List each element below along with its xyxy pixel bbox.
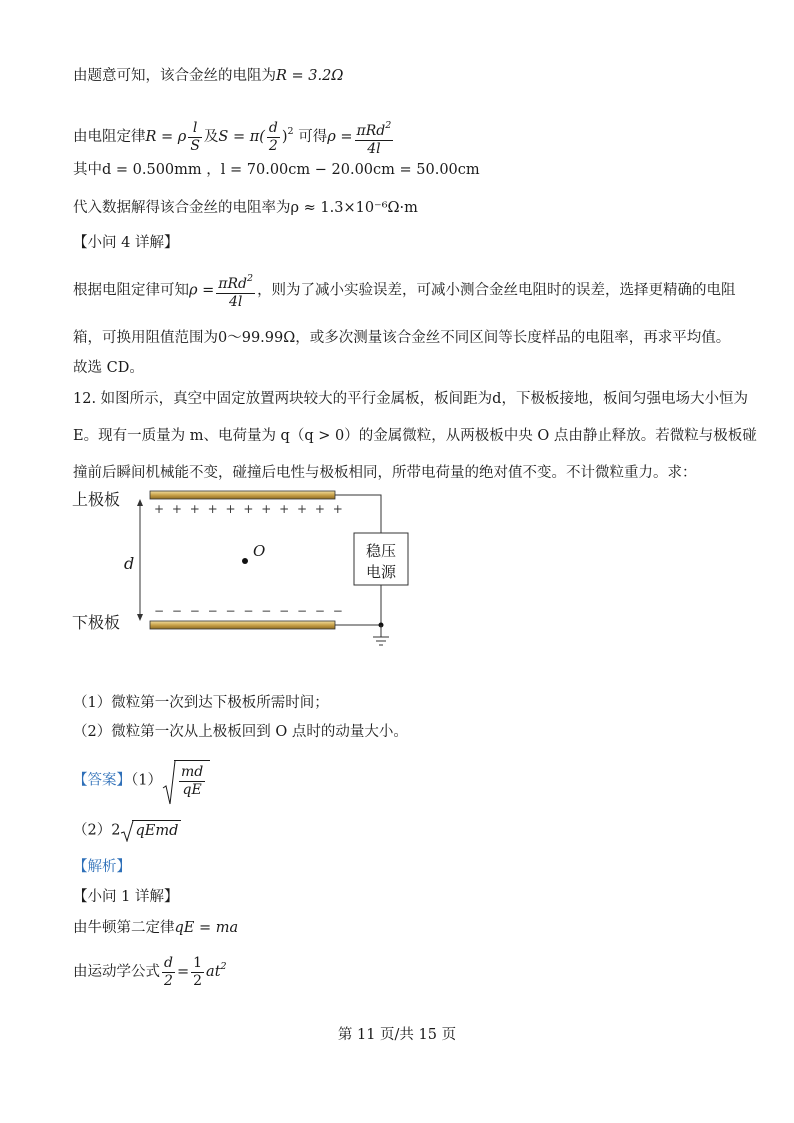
section-heading: 【小问 1 详解】 — [73, 889, 179, 905]
answer-tag: 【答案】 — [73, 772, 131, 789]
fraction: $\frac{l}{S}$ — [190, 119, 200, 154]
answer-line — [73, 760, 210, 801]
lower-plate — [150, 621, 335, 629]
fraction: $\frac{md}{qE}$ — [180, 763, 204, 798]
line-text: 由牛顿第二定律 — [73, 920, 175, 936]
point-o-label: O — [253, 542, 266, 560]
source-label-line1: 稳压 — [365, 543, 397, 560]
arrow-head-up — [137, 499, 143, 506]
text-line: 故选 CD。 — [73, 360, 144, 376]
distance-label: d — [124, 554, 135, 573]
square-root — [162, 760, 210, 801]
point-o — [242, 558, 248, 564]
fraction: $\frac{d}{2}$ — [268, 119, 278, 154]
text-line — [73, 160, 480, 180]
line-text: 由运动学公式 — [73, 964, 160, 980]
text-line — [73, 66, 343, 86]
capacitor-diagram — [68, 485, 428, 660]
line-text: 由题意可知，该合金丝的电阻为 — [73, 68, 276, 84]
question-2: （2）微粒第一次从上极板回到 O 点时的动量大小。 — [73, 724, 408, 740]
upper-plate — [150, 491, 335, 499]
fraction: $\frac{\pi Rd^2}{4l}$ — [216, 270, 255, 311]
problem-line: 撞前后瞬间机械能不变，碰撞后电性与极板相同，所带电荷量的绝对值不变。不计微粒重力。求： — [73, 465, 697, 481]
ground-icon — [373, 637, 389, 645]
formula-line — [73, 270, 736, 311]
text-line: 箱，可换用阻值范围为0～99.99Ω，或多次测量该合金丝不同区间等长度样品的电阻率，再求平均值。 — [73, 330, 731, 346]
answer-part-1-prefix: （1） — [131, 772, 162, 789]
answer-part-2-prefix: （2）2 — [73, 822, 121, 839]
math-expression: $at^2$ — [206, 961, 227, 980]
text-line — [73, 918, 238, 938]
positive-charges: + + + + + + + + + + + — [154, 502, 345, 516]
line-text: 其中 — [73, 162, 102, 178]
negative-charges: − − − − − − − − − − − — [154, 604, 345, 618]
math-expression: R = 3.2Ω — [276, 68, 344, 84]
page-number: 第 11 页/共 15 页 — [337, 1027, 457, 1043]
math-expression: ρ = — [327, 129, 353, 145]
fraction: $\frac{\pi Rd^2}{4l}$ — [355, 117, 394, 158]
fraction: $\frac{1}{2}$ — [193, 954, 203, 989]
line-text: 代入数据解得该合金丝的电阻率为 — [73, 200, 291, 216]
line-text: ，则为了减小实验误差，可减小测合金丝电阻时的误差，选择更精确的电阻 — [257, 282, 736, 299]
math-expression: = — [176, 964, 190, 980]
line-text: 由电阻定律 — [73, 129, 146, 145]
math-expression: ρ ≈ 1.3×10⁻⁶Ω·m — [290, 200, 418, 216]
upper-plate-label: 上极板 — [72, 492, 121, 509]
math-expression: qE = ma — [174, 920, 239, 936]
square-root: qEmd — [120, 820, 181, 841]
math-expression: )$^2$ — [281, 126, 294, 145]
formula-line — [73, 947, 227, 992]
math-expression: ρ = — [189, 282, 215, 299]
question-1: （1）微粒第一次到达下极板所需时间； — [73, 695, 329, 711]
source-label-line2: 电源 — [365, 564, 397, 581]
math-expression: d = 0.500mm ，l = 70.00cm − 20.00cm = 50.00cm — [102, 162, 480, 178]
math-expression: S = π( — [218, 129, 265, 145]
math-expression: R = ρ — [145, 129, 187, 145]
formula-line — [73, 112, 395, 158]
text-line — [73, 198, 418, 218]
line-text: 及 — [203, 129, 219, 145]
answer-line — [73, 820, 181, 841]
fraction: $\frac{d}{2}$ — [164, 954, 173, 989]
line-text: 可得 — [298, 129, 328, 145]
analysis-tag: 【解析】 — [73, 859, 131, 875]
lower-plate-label: 下极板 — [72, 615, 121, 632]
section-heading: 【小问 4 详解】 — [73, 235, 179, 251]
line-text: 根据电阻定律可知 — [73, 282, 189, 299]
arrow-head-down — [137, 614, 143, 621]
problem-line: 12. 如图所示，真空中固定放置两块较大的平行金属板，板间距为d，下极板接地，板间匀强电场大小恒为 — [73, 391, 748, 407]
problem-line: E。现有一质量为 m、电荷量为 q（q > 0）的金属微粒，从两极板中央 O 点由静止释放。若微粒与极板碰 — [73, 428, 757, 444]
